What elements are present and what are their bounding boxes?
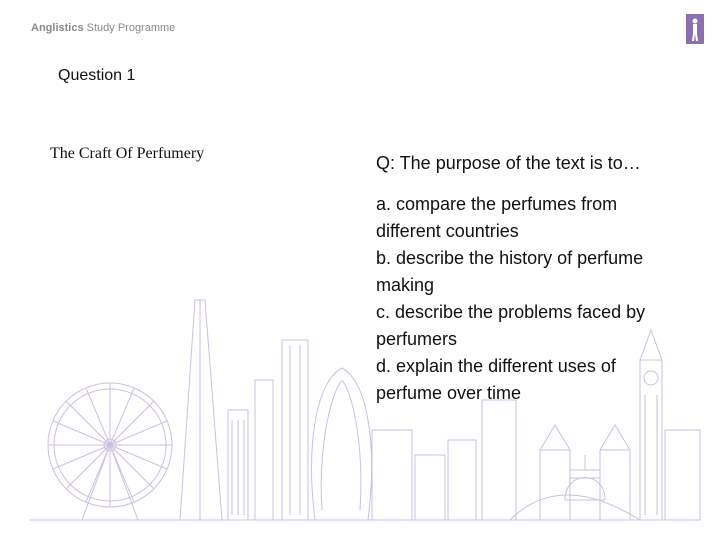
gherkin-illustration <box>312 368 372 520</box>
shard-illustration <box>180 300 222 520</box>
option-b: b. describe the history of perfume making <box>376 248 644 295</box>
tower-bridge-illustration <box>510 425 640 520</box>
passage-title: The Craft Of Perfumery <box>50 145 205 162</box>
brand-name: Anglistics <box>31 22 84 34</box>
header <box>31 22 175 34</box>
option-a: a. compare the perfumes from different countries <box>376 194 618 241</box>
question-text: Q: The purpose of the text is to… <box>376 153 641 173</box>
question-block <box>376 150 676 407</box>
question-title: Question 1 <box>58 67 136 84</box>
person-silhouette-icon <box>686 14 704 44</box>
answer-options <box>376 191 676 407</box>
programme-subtitle: Study Programme <box>86 22 176 34</box>
option-c: c. describe the problems faced by perfumers <box>376 302 646 349</box>
london-eye-illustration <box>48 383 172 520</box>
option-d: d. explain the different uses of perfume over time <box>376 356 616 403</box>
